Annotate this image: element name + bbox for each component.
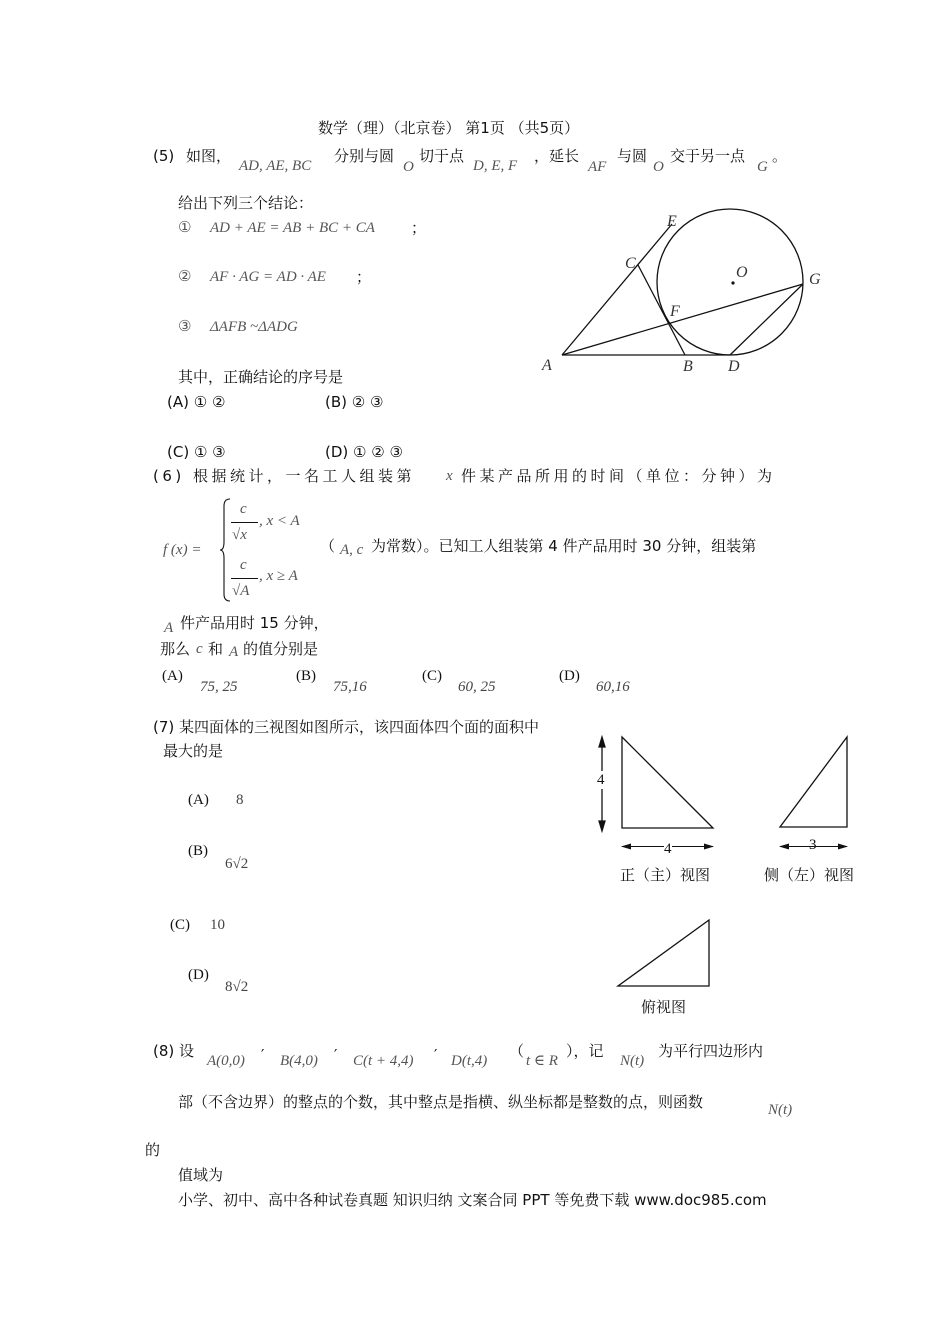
q6-case2-numerator: c [240,557,247,573]
q5-semicolon-1: ； [411,219,427,237]
q5-circle-o: O [403,159,414,175]
q6-line-1b: 件某产品所用的时间（单位：分钟）为 [461,467,776,485]
top-triangle [618,920,709,986]
q8-point-c: C(t + 4,4) [353,1053,414,1069]
q6-option-a-label: (A) [162,668,183,684]
q5-geometry-figure [535,200,835,380]
q6-line-1: (6) 根据统计，一名工人组装第 [153,467,416,485]
q5-text-3: ，延长 [534,147,580,165]
q7-option-b-label: (B) [188,843,208,859]
q8-paren-close: ），记 [566,1042,604,1060]
q8-sep-3: ′ [434,1046,438,1064]
q5-tangent-points: D, E, F [473,158,518,174]
q7-option-b-value: 6√2 [225,856,249,872]
q8-line-2: 部（不含边界）的整点的个数，其中整点是指横、纵坐标都是整数的点，则函数 [178,1093,704,1111]
q5-text-5: 交于另一点 [670,147,746,165]
q6-constant-text: 为常数）。已知工人组装第 4 件产品用时 30 分钟，组装第 [371,537,757,555]
front-height-arrowhead-bottom [599,821,605,831]
page-footer: 小学、初中、高中各种试卷真题 知识归纳 文案合同 PPT 等免费下载 www.doc985.com [178,1191,767,1209]
q6-option-c-label: (C) [422,668,442,684]
q5-text-1: 分别与圆 [334,147,395,165]
label-b: B [683,358,693,375]
q6-var-a: A [164,620,174,636]
q6-line-4c: 的值分别是 [243,640,319,658]
q8-n-of-t: N(t) [620,1053,645,1069]
q5-given: 给出下列三个结论： [178,194,314,212]
q5-number: (5) [153,147,175,165]
q7-front-caption: 正（主）视图 [620,866,711,884]
front-triangle [622,737,713,828]
q5-intro: 如图， [186,147,232,165]
q6-constants: A, c [340,542,364,558]
q7-front-height-label: 4 [597,772,605,788]
q8-line-4: 值域为 [178,1166,224,1184]
q6-option-d-label: (D) [559,668,580,684]
q6-case2-fraction-bar [231,578,258,579]
front-height-arrowhead-top [599,737,605,747]
label-f: F [670,303,680,320]
q7-option-c-label: (C) [170,917,190,933]
q5-end: 。 [772,147,788,165]
q5-question: 其中，正确结论的序号是 [178,368,344,386]
q6-var-a-2: A [229,644,239,660]
q6-brace [219,498,233,602]
q7-top-caption: 俯视图 [641,998,687,1016]
q7-line-2: 最大的是 [163,742,224,760]
q8-sep-1: ′ [261,1046,265,1064]
center-dot [731,281,734,284]
q5-conclusion-1-mark: ① [178,218,192,236]
q8-point-b: B(4,0) [280,1053,318,1069]
q5-circle-o-2: O [653,159,664,175]
page-header: 数学（理）（北京卷） 第1页 （共5页） [318,119,580,137]
q7-option-a-label: (A) [188,792,209,808]
q6-option-b-label: (B) [296,668,316,684]
label-a: A [542,357,552,374]
q6-case1-denominator: √x [232,527,247,543]
q7-option-c-value: 10 [210,917,225,933]
line-ae [562,224,672,355]
label-e: E [667,213,677,230]
q8-point-d: D(t,4) [451,1053,488,1069]
q7-side-caption: 侧（左）视图 [764,866,855,884]
q5-option-a: (A) ① ② [167,393,226,411]
q6-option-a-value: 75, 25 [200,679,238,695]
q5-conclusion-2: AF · AG = AD · AE [210,269,326,285]
label-o: O [736,264,748,281]
q8-line-1-end: 为平行四边形内 [658,1042,764,1060]
q6-paren-open: （ [320,537,336,555]
q7-line-1: (7) 某四面体的三视图如图所示，该四面体四个面的面积中 [153,718,540,736]
q6-case1-fraction-bar [231,522,258,523]
q5-conclusion-1: AD + AE = AB + BC + CA [210,220,375,236]
q6-case2-denominator: √A [232,583,250,599]
q5-option-d: (D) ① ② ③ [325,443,403,461]
q8-line-3: 的 [145,1141,161,1159]
q5-semicolon-2: ； [356,268,372,286]
q5-point-g: G [757,159,768,175]
q6-line-4a: 那么 [160,640,191,658]
q8-sep-2: ′ [334,1046,338,1064]
q8-n-of-t-2: N(t) [768,1102,793,1118]
q5-text-2: 切于点 [419,147,465,165]
q6-option-c-value: 60, 25 [458,679,496,695]
q6-line-4b: 和 [208,640,224,658]
q8-number: (8) 设 [153,1042,195,1060]
q6-var-c: c [196,641,203,657]
q8-paren-open: （ [509,1042,525,1060]
q6-case1-numerator: c [240,501,247,517]
q7-option-a-value: 8 [236,792,244,808]
q6-case1-condition: , x < A [259,513,300,529]
q6-option-b-value: 75,16 [333,679,367,695]
q6-line-3: 件产品用时 15 分钟， [180,614,329,632]
q6-var-x: x [446,468,453,484]
q7-top-view [613,916,713,991]
label-d: D [728,358,740,375]
circle-o [657,209,803,355]
q5-text-4: 与圆 [617,147,648,165]
q7-side-view [775,733,855,833]
q6-option-d-value: 60,16 [596,679,630,695]
q5-option-b: (B) ② ③ [325,393,384,411]
q8-point-a: A(0,0) [207,1053,245,1069]
q7-front-view [592,733,722,843]
q7-front-width-label: 4 [664,841,672,857]
label-g: G [809,271,821,288]
q7-side-width-label: 3 [809,837,817,853]
q6-case2-condition: , x ≥ A [259,568,298,584]
q5-conclusion-3-mark: ③ [178,317,192,335]
q7-option-d-value: 8√2 [225,979,249,995]
q8-t-in-r: t ∈ R [526,1053,558,1069]
q5-option-c: (C) ① ③ [167,443,226,461]
q5-af: AF [588,159,607,175]
q6-function-lhs: f (x) = [163,542,202,558]
q5-segments: AD, AE, BC [239,158,312,174]
q5-conclusion-2-mark: ② [178,267,192,285]
side-triangle [780,737,847,827]
q5-conclusion-3: ΔAFB ~ΔADG [210,319,298,335]
q7-option-d-label: (D) [188,967,209,983]
label-c: C [625,255,636,272]
